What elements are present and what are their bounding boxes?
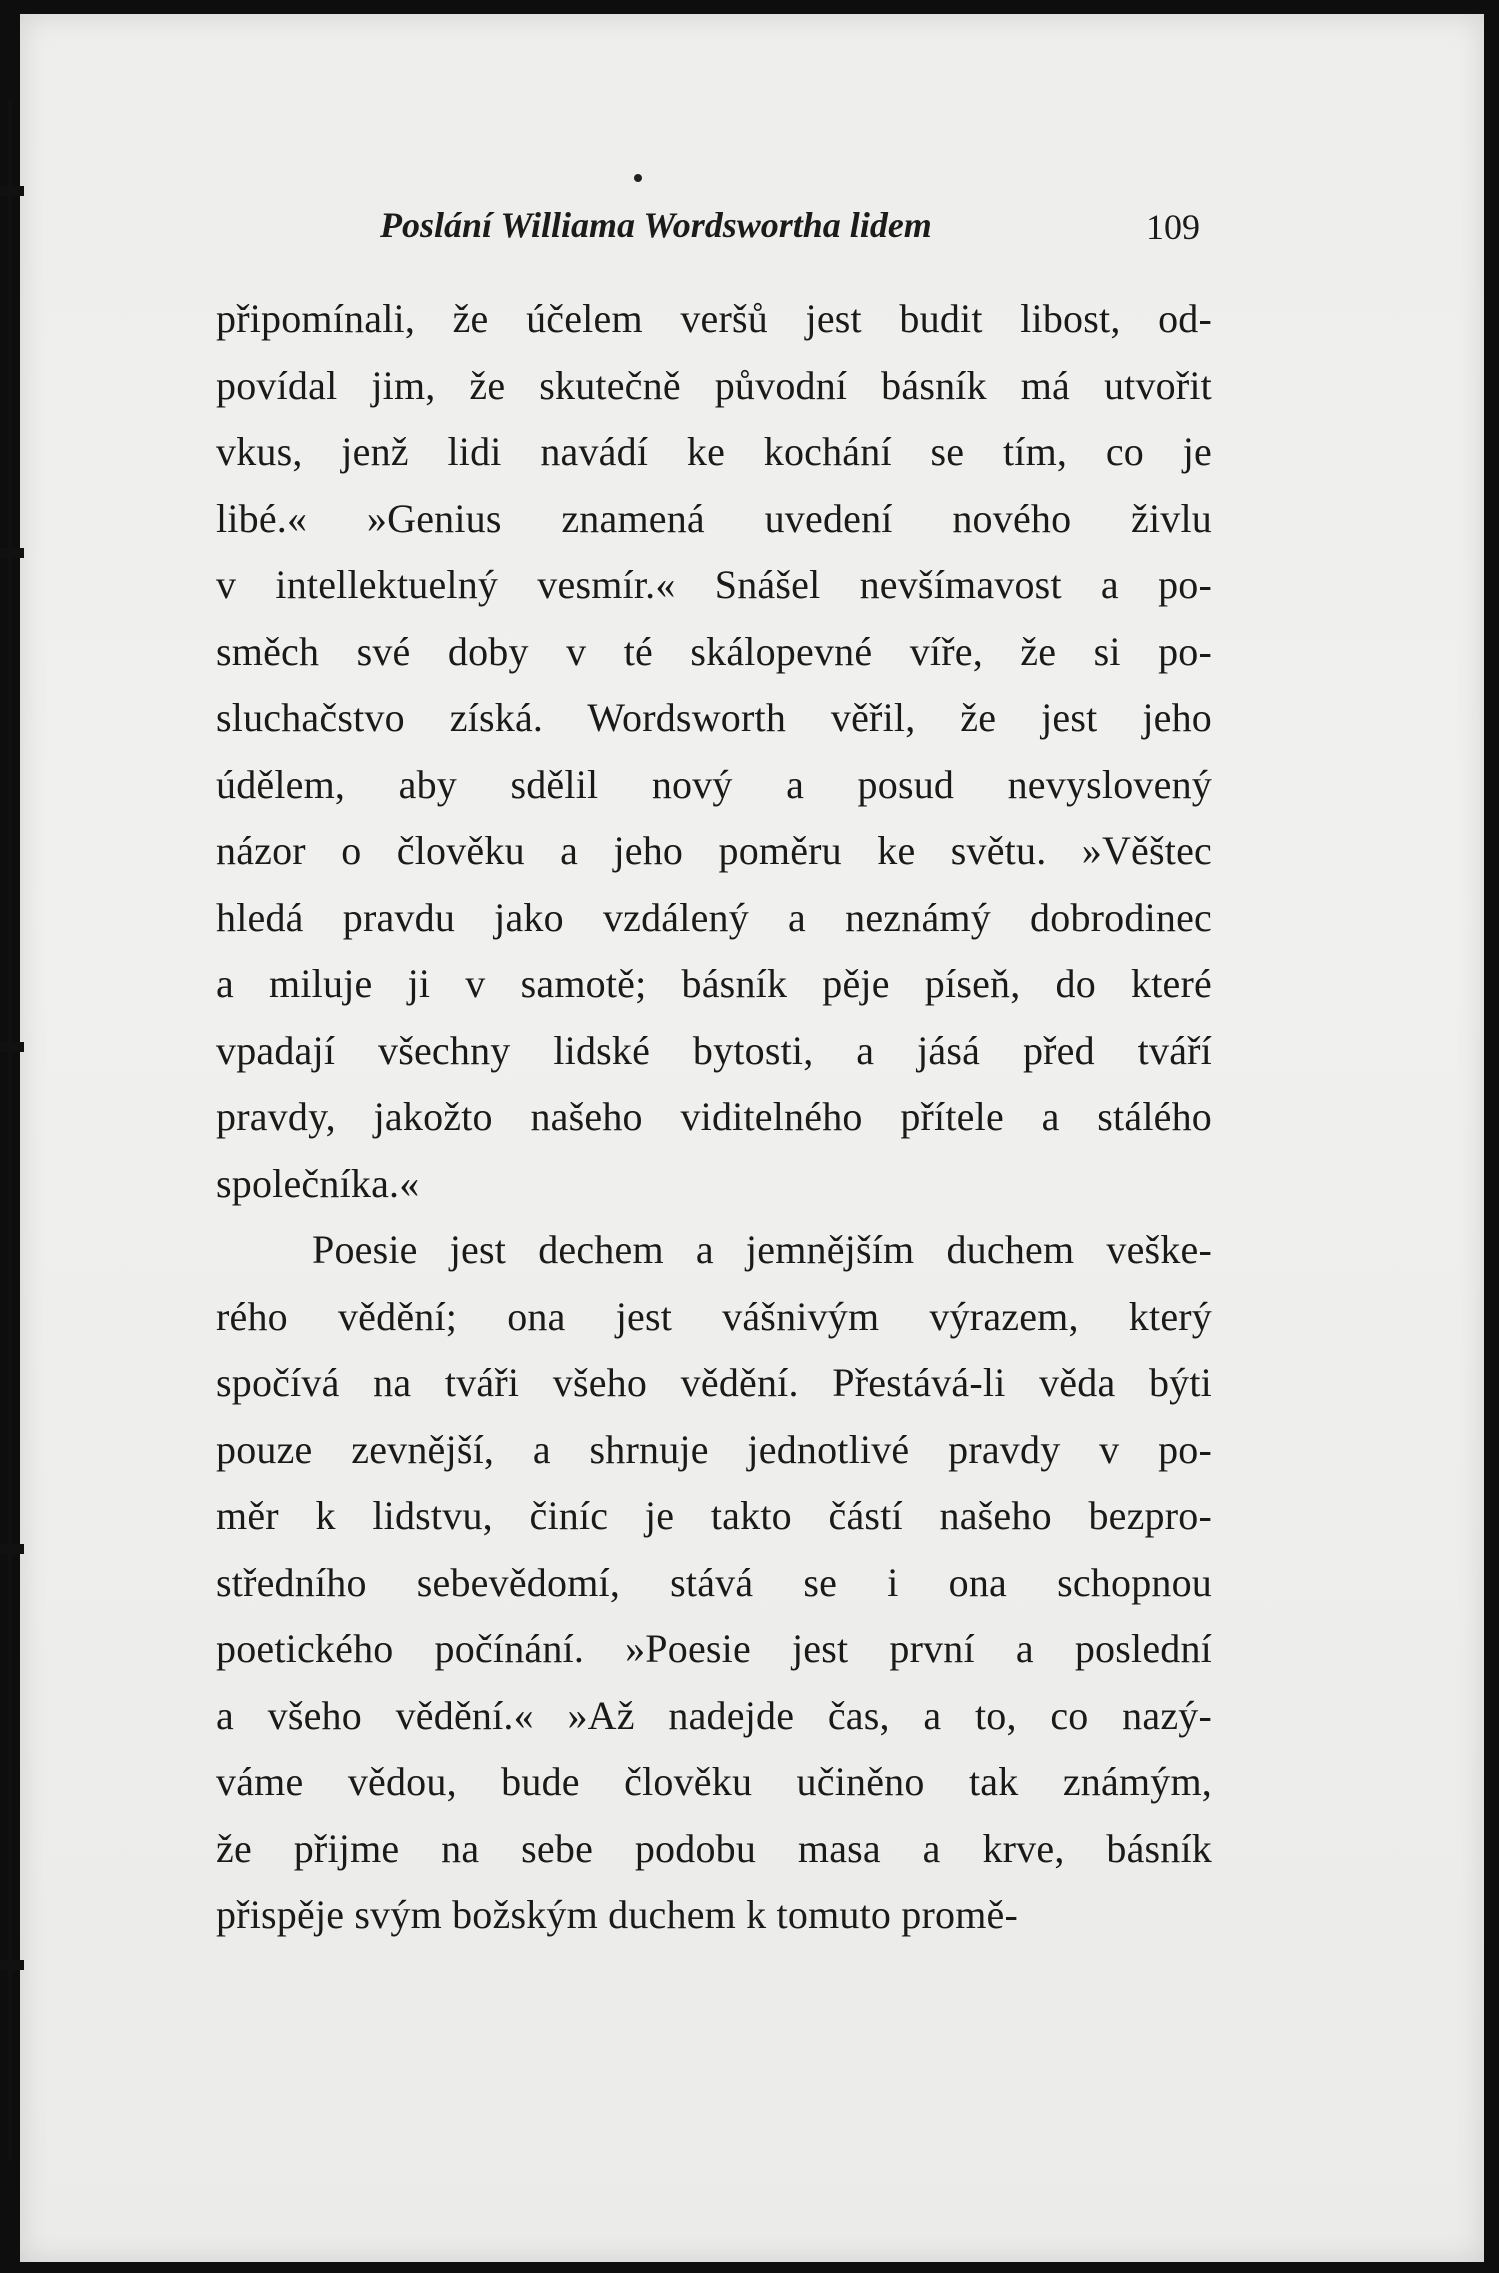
binding-mark: [0, 1042, 24, 1052]
paragraph: [216, 286, 1212, 1217]
binding-mark: [0, 1960, 24, 1970]
text-line: přispěje svým božským duchem k tomuto promě-: [216, 1892, 1019, 1937]
text-line: středního sebevědomí, stává se i ona schopnou: [216, 1559, 1212, 1605]
text-line: rého vědění; ona jest vášnivým výrazem, který: [216, 1293, 1212, 1339]
text-line: spočívá na tváři všeho vědění. Přestává-li věda býti: [216, 1360, 1212, 1405]
running-title: Poslání Williama Wordswortha lidem: [380, 205, 932, 245]
text-line: směch své doby v té skálopevné víře, že si po-: [216, 628, 1212, 674]
printer-dot: [634, 174, 642, 182]
text-line: názor o člověku a jeho poměru ke světu. »Věštec: [216, 828, 1212, 873]
text-line: údělem, aby sdělil nový a posud nevyslovený: [216, 761, 1212, 807]
text-line: sluchačstvo získá. Wordsworth věřil, že jest jeho: [216, 695, 1212, 740]
text-line: v intellektuelný vesmír.« Snášel nevšímavost a po-: [216, 562, 1212, 607]
text-line: Poesie jest dechem a jemnějším duchem veške-: [312, 1227, 1212, 1272]
page-header: [0, 192, 1499, 252]
binding-mark: [0, 548, 24, 558]
text-line: že přijme na sebe podobu masa a krve, básník: [216, 1825, 1212, 1871]
text-line: připomínali, že účelem veršů jest budit libost, od-: [216, 296, 1212, 341]
text-line: vkus, jenž lidi navádí ke kochání se tím, co je: [216, 429, 1212, 474]
body-text: [216, 286, 1212, 1949]
text-line: libé.« »Genius znamená uvedení nového živlu: [216, 495, 1212, 541]
binding-edge: [8, 100, 12, 2160]
binding-mark: [0, 1544, 24, 1554]
text-line: měr k lidstvu, činíc je takto částí našeho bezpro-: [216, 1493, 1212, 1538]
text-line: a miluje ji v samotě; básník pěje píseň, do které: [216, 961, 1212, 1006]
text-line: pravdy, jakožto našeho viditelného přítele a stálého: [216, 1094, 1212, 1139]
paragraph: [216, 1217, 1212, 1949]
text-line: hledá pravdu jako vzdálený a neznámý dobrodinec: [216, 894, 1212, 940]
text-line: a všeho vědění.« »Až nadejde čas, a to, co nazý-: [216, 1692, 1212, 1738]
text-line: poetického počínání. »Poesie jest první a poslední: [216, 1626, 1212, 1671]
text-line: vpadají všechny lidské bytosti, a jásá před tváří: [216, 1027, 1212, 1073]
text-line: povídal jim, že skutečně původní básník má utvořit: [216, 362, 1212, 408]
text-line: společníka.«: [216, 1160, 420, 1206]
page-number: 109: [1146, 207, 1200, 247]
text-line: váme vědou, bude člověku učiněno tak známým,: [216, 1759, 1212, 1804]
text-line: pouze zevnější, a shrnuje jednotlivé pravdy v po-: [216, 1426, 1212, 1472]
